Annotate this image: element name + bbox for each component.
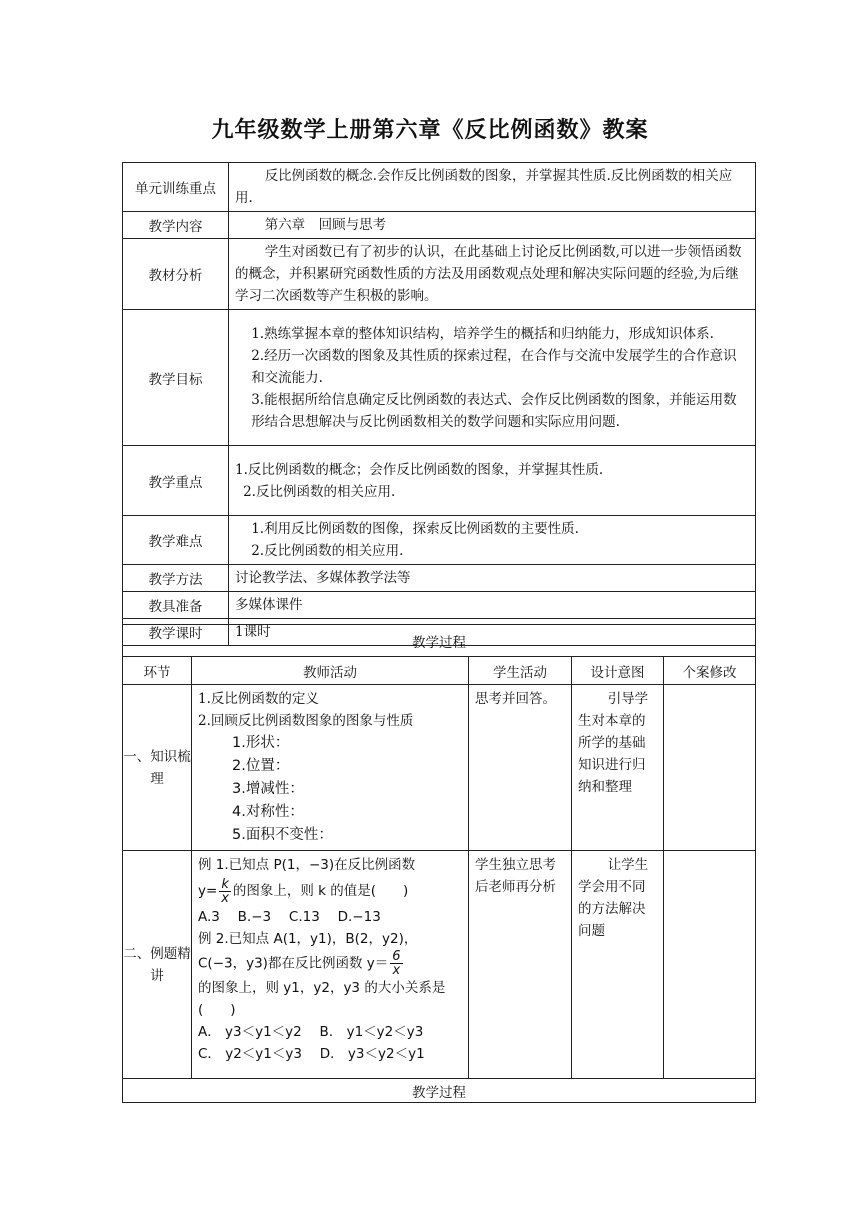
row-content: 学生对函数已有了初步的认识，在此基础上讨论反比例函数,可以进一步领悟函数的概念，并积累研究函数性质的方法及用函数观点处理和解决实际问题的经验,为后继学习二次函数等产生积极的影响。 (229, 239, 756, 310)
teaching-process-table (122, 624, 756, 1103)
table-row (123, 310, 756, 446)
stage-cell: 二、例题精讲 (123, 851, 192, 1079)
teacher-activity-cell (192, 685, 469, 851)
example-2-question: 的图象上，则 y1，y2，y3 的大小关系是( ) (198, 980, 446, 1018)
row-label: 教学难点 (123, 516, 229, 565)
fraction-6-over-x (390, 950, 402, 977)
example-1-question: 的图象上，则 k 的值是( ) (232, 883, 409, 899)
table-row (123, 565, 756, 592)
table-row (123, 163, 756, 212)
objective-item: 2.经历一次函数的图象及其性质的探索过程，在合作与交流中发展学生的合作意识和交流能力. (251, 347, 737, 386)
row-content (229, 310, 756, 446)
example-1-stem: 例 1.已知点 P(1，−3)在反比例函数 (198, 857, 416, 873)
row-label: 教具准备 (123, 592, 229, 619)
objective-item: 1.熟练掌握本章的整体知识结构，培养学生的概括和归纳能力，形成知识体系. (251, 325, 714, 342)
row-label: 教学课时 (123, 619, 229, 646)
difficulty-item: 2.反比例函数的相关应用. (251, 543, 404, 559)
table-row (123, 685, 756, 851)
property-item: 4.对称性： (232, 804, 304, 820)
fraction-numerator: k (221, 876, 229, 892)
row-content: 第六章 回顾与思考 (229, 212, 756, 239)
example-1-function-line (198, 876, 462, 906)
row-label: 教材分析 (123, 239, 229, 310)
row-label: 教学目标 (123, 310, 229, 446)
objective-item: 3.能根据所给信息确定反比例函数的表达式、会作反比例函数的图象，并能运用数形结合思想解决与反比例函数相关的数学问题和实际应用问题. (251, 391, 737, 430)
row-content: 讨论教学法、多媒体教学法等 (229, 565, 756, 592)
teacher-item: 2.回顾反比例函数图象的图象与性质 (198, 713, 414, 729)
example-2-stem: 例 2.已知点 A(1，y1)，B(2，y2)， (198, 931, 418, 947)
column-header: 环节 (123, 657, 192, 685)
fraction-denominator: x (392, 963, 401, 978)
row-label: 单元训练重点 (123, 163, 229, 212)
row-label: 教学方法 (123, 565, 229, 592)
row-content: 多媒体课件 (229, 592, 756, 619)
example-2-function-line (198, 950, 462, 977)
property-item: 1.形状： (232, 735, 290, 751)
teacher-activity-cell (192, 851, 469, 1079)
property-item: 5.面积不变性： (232, 827, 333, 843)
row-content (229, 446, 756, 516)
row-label: 教学重点 (123, 446, 229, 516)
key-point-item: 2.反比例函数的相关应用. (243, 483, 396, 500)
process-footer: 教学过程 (123, 1079, 756, 1103)
table-row (123, 625, 756, 657)
design-intent-cell: 引导学生对本章的所学的基础知识进行归纳和整理 (572, 685, 664, 851)
table-row (123, 239, 756, 310)
row-content: 1课时 (229, 619, 756, 646)
process-heading: 教学过程 (123, 625, 756, 657)
fraction-numerator: 6 (392, 949, 401, 964)
student-activity-cell: 思考并回答。 (469, 685, 572, 851)
fraction-k-over-x (219, 878, 231, 905)
table-row (123, 446, 756, 516)
table-row (123, 592, 756, 619)
column-header: 教师活动 (192, 657, 469, 685)
page-title: 九年级数学上册第六章《反比例函数》教案 (211, 118, 649, 143)
property-item: 3.增减性： (232, 781, 304, 797)
lesson-info-table (122, 162, 756, 646)
table-header-row (123, 657, 756, 685)
example-2-stem-cont: C(−3，y3)都在反比例函数 y＝ (198, 955, 389, 972)
table-row (123, 1079, 756, 1103)
design-intent-cell: 让学生学会用不同的方法解决问题 (572, 851, 664, 1079)
table-row (123, 212, 756, 239)
case-modify-cell (664, 685, 756, 851)
table-row (123, 516, 756, 565)
column-header: 个案修改 (664, 657, 756, 685)
example-2-options-ab: A． y3＜y1＜y2 B． y1＜y2＜y3 (198, 1024, 424, 1040)
example-2-options-cd: C． y2＜y1＜y3 D． y3＜y2＜y1 (198, 1046, 425, 1062)
table-row (123, 851, 756, 1079)
column-header: 学生活动 (469, 657, 572, 685)
row-content: 反比例函数的概念.会作反比例函数的图象，并掌握其性质.反比例函数的相关应用. (229, 163, 756, 212)
teacher-item: 1.反比例函数的定义 (198, 691, 319, 707)
difficulty-item: 1.利用反比例函数的图像，探索反比例函数的主要性质. (251, 521, 579, 537)
property-item: 2.位置： (232, 758, 290, 774)
fraction-denominator: x (221, 890, 229, 906)
example-1-options: A.3 B.−3 C.13 D.−13 (198, 909, 381, 925)
row-content (229, 516, 756, 565)
example-1-y: y= (198, 883, 218, 899)
student-activity-cell: 学生独立思考后老师再分析 (469, 851, 572, 1079)
stage-cell: 一、知识梳理 (123, 685, 192, 851)
key-point-item: 1.反比例函数的概念；会作反比例函数的图象，并掌握其性质. (235, 461, 604, 478)
column-header: 设计意图 (572, 657, 664, 685)
row-label: 教学内容 (123, 212, 229, 239)
case-modify-cell (664, 851, 756, 1079)
